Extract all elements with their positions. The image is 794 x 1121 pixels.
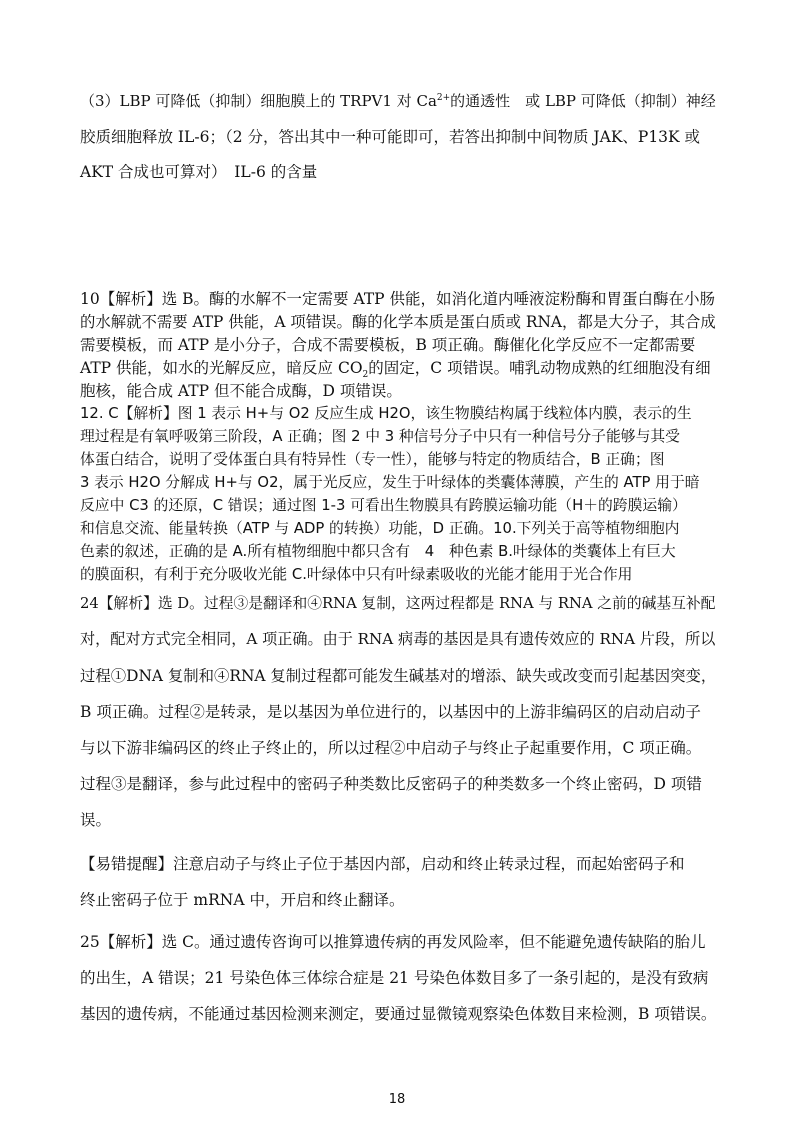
text-line: 终止密码子位于 mRNA 中，开启和终止翻译。 xyxy=(80,891,405,909)
text-line: 与以下游非编码区的终止子终止的，所以过程②中启动子与终止子起重要作用，C 项正确。 xyxy=(80,739,702,757)
text-line: B 项正确。过程②是转录，是以基因为单位进行的，以基因中的上游非编码区的启动启动子 xyxy=(80,703,701,721)
text-line: 误。 xyxy=(80,811,112,829)
text-line: 【易错提醒】注意启动子与终止子位于基因内部，启动和终止转录过程，而起始密码子和 xyxy=(80,855,685,873)
text-line: 10【解析】选 B。酶的水解不一定需要 ATP 供能，如消化道内唾液淀粉酶和胃蛋白酶在小肠 xyxy=(80,290,716,308)
text-line: 过程③是翻译，参与此过程中的密码子种类数比反密码子的种类数多一个终止密码，D 项错 xyxy=(80,775,702,793)
text-line: 需要模板，而 ATP 是小分子，合成不需要模板，B 项正确。酶催化化学反应不一定都需要 xyxy=(80,336,696,354)
text-line: 色素的叙述，正确的是 A.所有植物细胞中都只含有 4 种色素 B.叶绿体的类囊体上有巨大 xyxy=(80,543,676,560)
text-line: AKT 合成也可算对） IL-6 的含量 xyxy=(80,163,318,181)
text-line: 25【解析】选 C。通过遗传咨询可以推算遗传病的再发风险率，但不能避免遗传缺陷的胎儿 xyxy=(80,933,706,951)
text-line: 基因的遗传病，不能通过基因检测来测定，要通过显微镜观察染色体数目来检测，B 项错误。 xyxy=(80,1005,717,1023)
text-line: 胶质细胞释放 IL-6；（2 分，答出其中一种可能即可，若答出抑制中间物质 JAK、P13K 或 xyxy=(80,128,701,146)
text-line: 和信息交流、能量转换（ATP 与 ADP 的转换）功能，D 正确。10.下列关于高等植物细胞内 xyxy=(80,520,680,537)
text-line: 反应中 C3 的还原，C 错误；通过图 1-3 可看出生物膜具有跨膜运输功能（H＋的跨膜运输） xyxy=(80,497,687,514)
text-line: 3 表示 H2O 分解成 H+与 O2，属于光反应，发生于叶绿体的类囊体薄膜，产生的 ATP 用于暗 xyxy=(80,474,700,491)
text-line: （3）LBP 可降低（抑制）细胞膜上的 TRPV1 对 $Ca^{2+}$的通透性 或 LBP 可降低（抑制）神经 xyxy=(80,92,716,110)
text-line: 的膜面积，有利于充分吸收光能 C.叶绿体中只有叶绿素吸收的光能才能用于光合作用 xyxy=(80,566,633,583)
text-line: 理过程是有氧呼吸第三阶段，A 正确；图 2 中 3 种信号分子中只有一种信号分子能够与其受 xyxy=(80,428,680,445)
text-line: ATP 供能，如水的光解反应，暗反应 $CO_2$的固定，C 项错误。哺乳动物成熟的红细胞没有细 xyxy=(80,359,711,381)
text-line: 胞核，能合成 ATP 但不能合成酶，D 项错误。 xyxy=(80,382,402,400)
text-line: 12. C【解析】图 1 表示 H+与 O2 反应生成 H2O，该生物膜结构属于线粒体内膜，表示的生 xyxy=(80,405,692,422)
page-number: 18 xyxy=(388,1092,406,1107)
text-line: 的出生，A 错误；21 号染色体三体综合症是 21 号染色体数目多了一条引起的，是没有致病 xyxy=(80,969,709,987)
text-line: 的水解就不需要 ATP 供能，A 项错误。酶的化学本质是蛋白质或 RNA，都是大分子，其合成 xyxy=(80,313,716,331)
text-line: 对，配对方式完全相同，A 项正确。由于 RNA 病毒的基因是具有遗传效应的 RNA 片段，所以 xyxy=(80,630,716,648)
text-line: 过程①DNA 复制和④RNA 复制过程都可能发生碱基对的增添、缺失或改变而引起基因突变， xyxy=(80,667,717,685)
text-line: 24【解析】选 D。过程③是翻译和④RNA 复制，这两过程都是 RNA 与 RNA 之前的碱基互补配 xyxy=(80,595,716,612)
text-line: 体蛋白结合，说明了受体蛋白具有特异性（专一性），能够与特定的物质结合，B 正确；图 xyxy=(80,451,665,468)
